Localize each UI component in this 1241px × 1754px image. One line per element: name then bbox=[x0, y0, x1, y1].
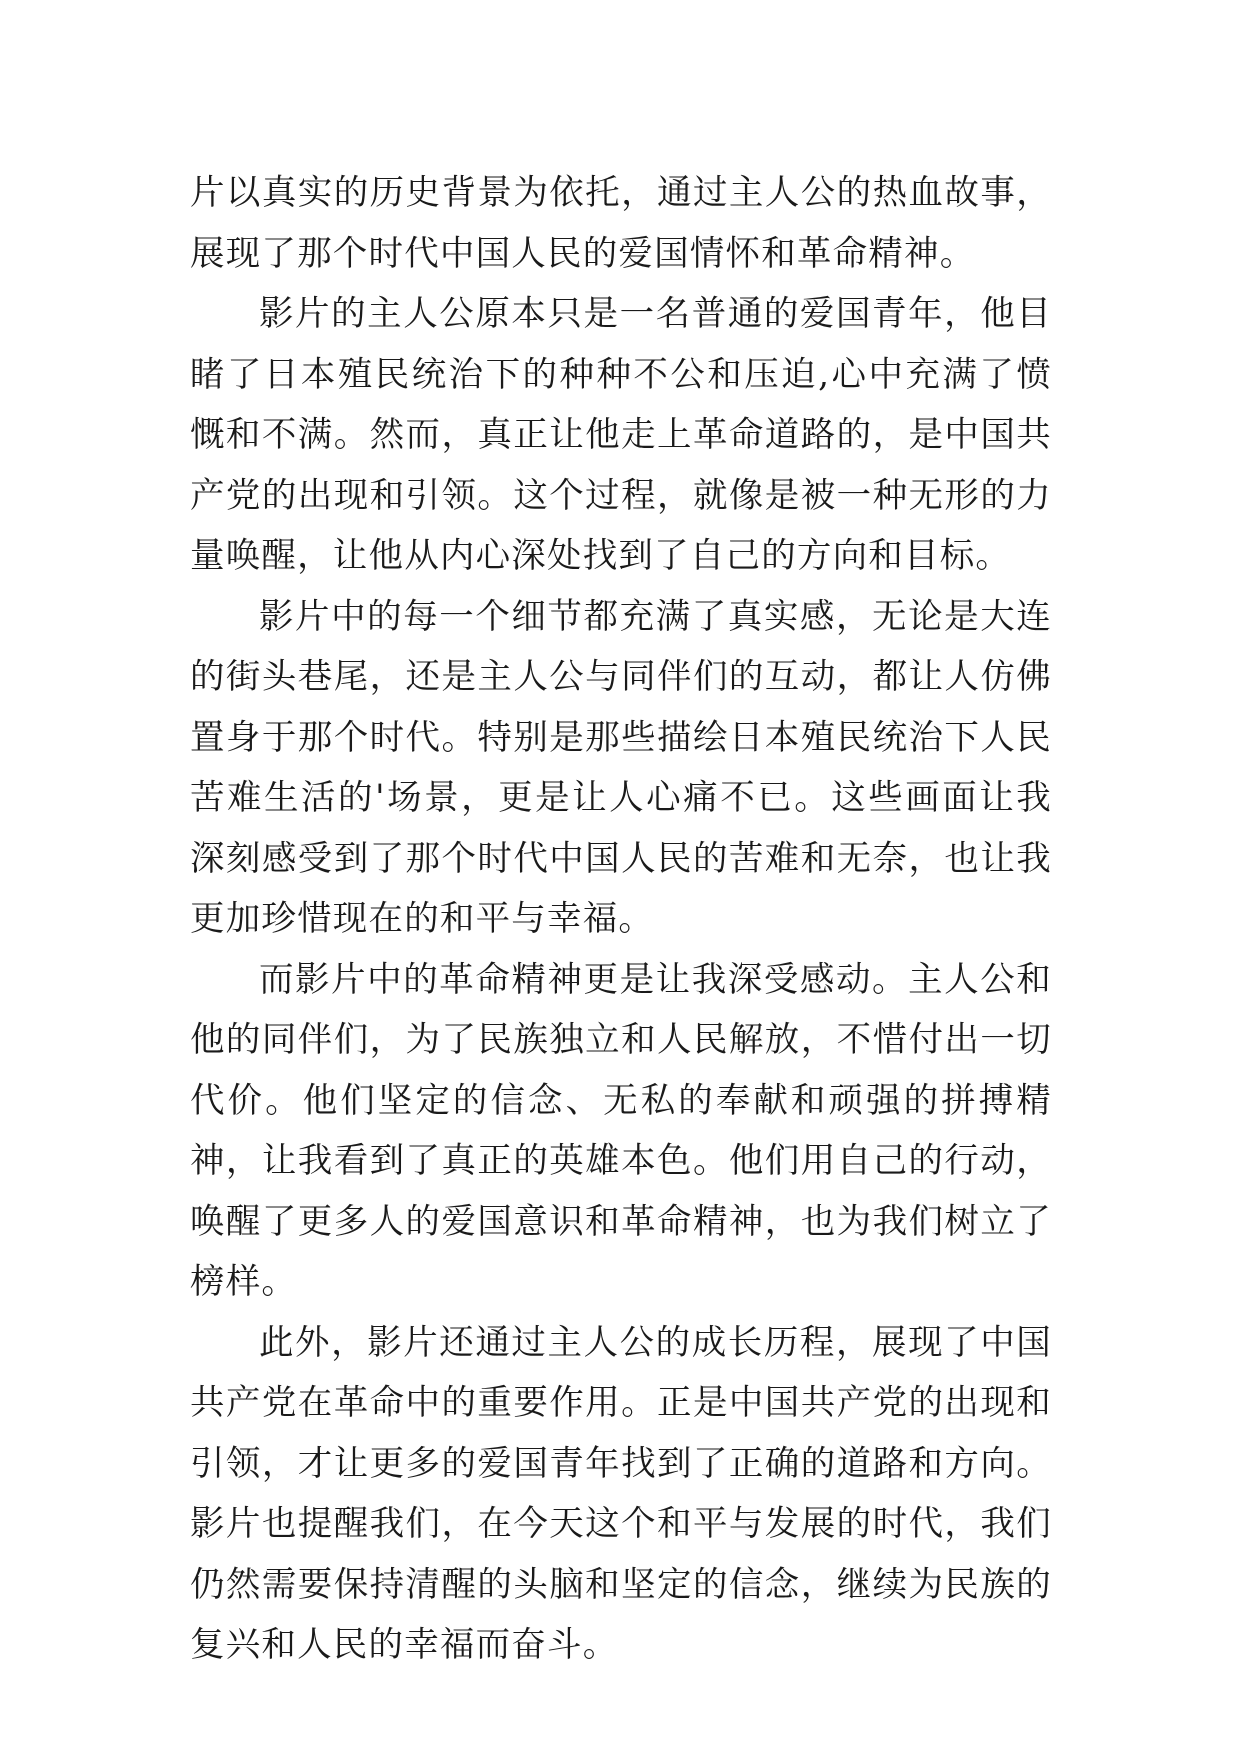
paragraph-3: 影片中的每一个细节都充满了真实感，无论是大连的街头巷尾，还是主人公与同伴们的互动，都让人仿佛置身于那个时代。特别是那些描绘日本殖民统治下人民苦难生活的'场景，更是让人心痛不已。这些画面让我深刻感受到了那个时代中国人民的苦难和无奈，也让我更加珍惜现在的和平与幸福。 bbox=[190, 596, 1052, 939]
document-body bbox=[190, 163, 1052, 1676]
paragraph-5: 此外，影片还通过主人公的成长历程，展现了中国共产党在革命中的重要作用。正是中国共产党的出现和引领，才让更多的爱国青年找到了正确的道路和方向。影片也提醒我们，在今天这个和平与发展的时代，我们仍然需要保持清醒的头脑和坚定的信念，继续为民族的复兴和人民的幸福而奋斗。 bbox=[190, 1322, 1052, 1665]
paragraph-2: 影片的主人公原本只是一名普通的爱国青年，他目睹了日本殖民统治下的种种不公和压迫,心中充满了愤慨和不满。然而，真正让他走上革命道路的，是中国共产党的出现和引领。这个过程，就像是被一种无形的力量唤醒，让他从内心深处找到了自己的方向和目标。 bbox=[190, 294, 1052, 576]
paragraph-4: 而影片中的革命精神更是让我深受感动。主人公和他的同伴们，为了民族独立和人民解放，不惜付出一切代价。他们坚定的信念、无私的奉献和顽强的拼搏精神，让我看到了真正的英雄本色。他们用自己的行动，唤醒了更多人的爱国意识和革命精神，也为我们树立了榜样。 bbox=[190, 959, 1052, 1302]
paragraph-1: 片以真实的历史背景为依托，通过主人公的热血故事，展现了那个时代中国人民的爱国情怀和革命精神。 bbox=[190, 173, 1052, 274]
